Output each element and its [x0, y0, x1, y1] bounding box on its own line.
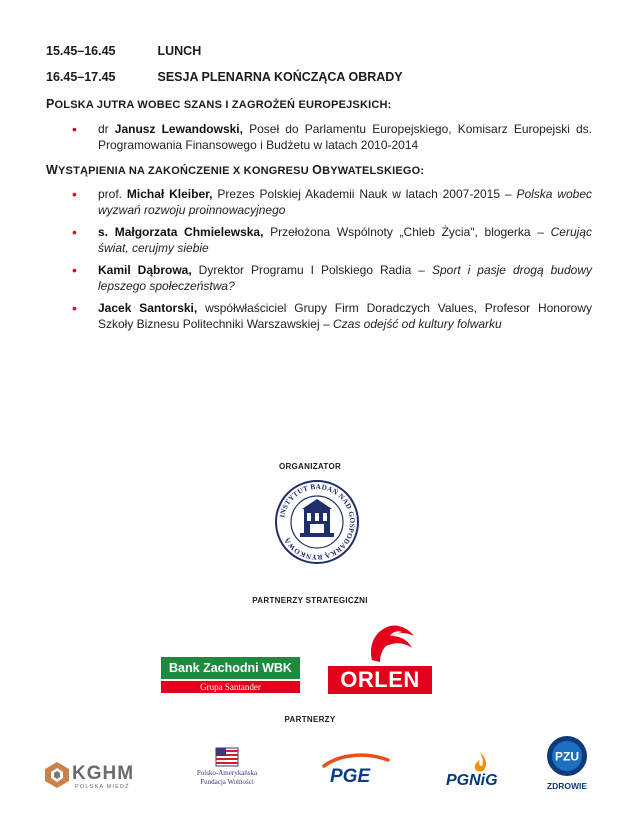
bzwbk-logo — [161, 657, 300, 695]
organizer-label: ORGANIZATOR — [278, 462, 342, 471]
speaker-item — [72, 262, 592, 294]
speaker-item: • dr Janusz Lewandowski, Poseł do Parlamentu Europejskiego, Komisarz Europejski ds. Programowania Finansowego i Budżetu w latach 2010-2014 — [72, 121, 592, 152]
pafw-logo — [182, 745, 272, 793]
section-heading-europe: POLSKA JUTRA WOBEC SZANS I ZAGROŻEŃ EUROPEJSKICH: — [46, 97, 392, 111]
schedule-label: LUNCH — [157, 44, 202, 58]
pzu-shield-icon — [543, 734, 591, 780]
schedule-time: 15.45–16.45 — [46, 44, 116, 58]
schedule-label: SESJA PLENARNA KOŃCZĄCA OBRADY — [157, 70, 403, 84]
pzu-name: ZDROWIE — [546, 781, 588, 791]
pgnig-logo — [446, 750, 508, 792]
pge-name: PGE — [330, 766, 371, 787]
orlen-logo — [328, 622, 432, 696]
seal-text: INSTYTUT BADAŃ NAD GOSPODARKĄ RYNKOWĄ — [278, 482, 357, 562]
speaker-name: Janusz Lewandowski, — [114, 122, 243, 136]
speaker-list-europe — [72, 121, 592, 159]
partners-label: PARTNERZY — [284, 715, 336, 724]
speaker-desc: Prezes Polskiej Akademii Nauk w latach 2007-2015 – — [212, 187, 517, 201]
speaker-name: s. Małgorzata Chmielewska, — [98, 225, 264, 239]
speaker-desc: Poseł do Parlamentu Europejskiego, Komisarz Europejski ds. Programowania Finansowego i Budżetu w latach 2010-2014 — [98, 122, 592, 152]
bullet-icon: • — [72, 262, 77, 278]
pzu-zdrowie-logo — [543, 734, 593, 794]
speaker-desc: Przełożona Wspólnoty „Chleb Życia", blogerka – — [263, 225, 551, 239]
kghm-logo — [44, 760, 148, 790]
pgnig-name: PGNiG — [446, 772, 498, 789]
bullet-icon: • — [72, 224, 77, 240]
talk-title: Cerując świat, cerujmy siebie — [98, 225, 592, 255]
speaker-item — [72, 224, 592, 256]
speaker-name: Kamil Dąbrowa, — [98, 263, 192, 277]
talk-title: Polska wobec wyzwań rozwoju proinnowacyjnego — [98, 187, 593, 217]
pzu-logo-text: PZU — [555, 749, 579, 764]
strategic-partners-label: PARTNERZY STRATEGICZNI — [252, 596, 368, 605]
kghm-name: KGHM — [72, 763, 135, 784]
schedule-row-plenary — [46, 70, 403, 84]
pgnig-flame-icon — [468, 750, 492, 774]
speaker-desc: współwłaściciel Grupy Firm Doradczych Values, Profesor Honorowy Szkoły Biznesu Politechniki Warszawskiej – — [98, 301, 592, 331]
ibngr-seal-logo — [274, 479, 360, 565]
bullet-icon: • — [72, 300, 77, 316]
talk-title: Sport i pasje drogą budowy lepszego społeczeństwa? — [98, 263, 592, 293]
kghm-hexagon-icon — [44, 761, 70, 789]
seal-icon — [274, 479, 360, 565]
speaker-item — [72, 300, 592, 332]
bzwbk-name: Bank Zachodni WBK — [161, 657, 300, 679]
speaker-item: • prof. Michał Kleiber, Prezes Polskiej Akademii Nauk w latach 2007-2015 – Polska wobec wyzwań rozwoju proinnowacyjnego — [72, 186, 593, 217]
pge-logo — [320, 752, 392, 790]
santander-group-text: Grupa Santander — [161, 679, 300, 693]
pafw-flag-icon — [213, 745, 241, 769]
bullet-icon: • — [72, 186, 77, 202]
pafw-name: Polsko-Amerykańska Fundacja Wolności — [196, 769, 258, 786]
bullet-icon: • — [72, 121, 77, 137]
speaker-name: Michał Kleiber, — [126, 187, 213, 201]
orlen-eagle-icon — [328, 622, 432, 668]
speaker-desc: Dyrektor Programu I Polskiego Radia – — [191, 263, 432, 277]
schedule-row-lunch — [46, 44, 201, 58]
schedule-time: 16.45–17.45 — [46, 70, 116, 84]
section-heading-closing-talks: WYSTĄPIENIA NA ZAKOŃCZENIE X KONGRESU OBYWATELSKIEGO: — [46, 163, 425, 177]
kghm-subtitle: POLSKA MIEDŹ — [75, 784, 130, 790]
orlen-name: ORLEN — [328, 666, 432, 694]
speaker-list-closing — [72, 186, 593, 338]
talk-title: Czas odejść od kultury folwarku — [332, 317, 502, 331]
speaker-name: Jacek Santorski, — [98, 301, 198, 315]
